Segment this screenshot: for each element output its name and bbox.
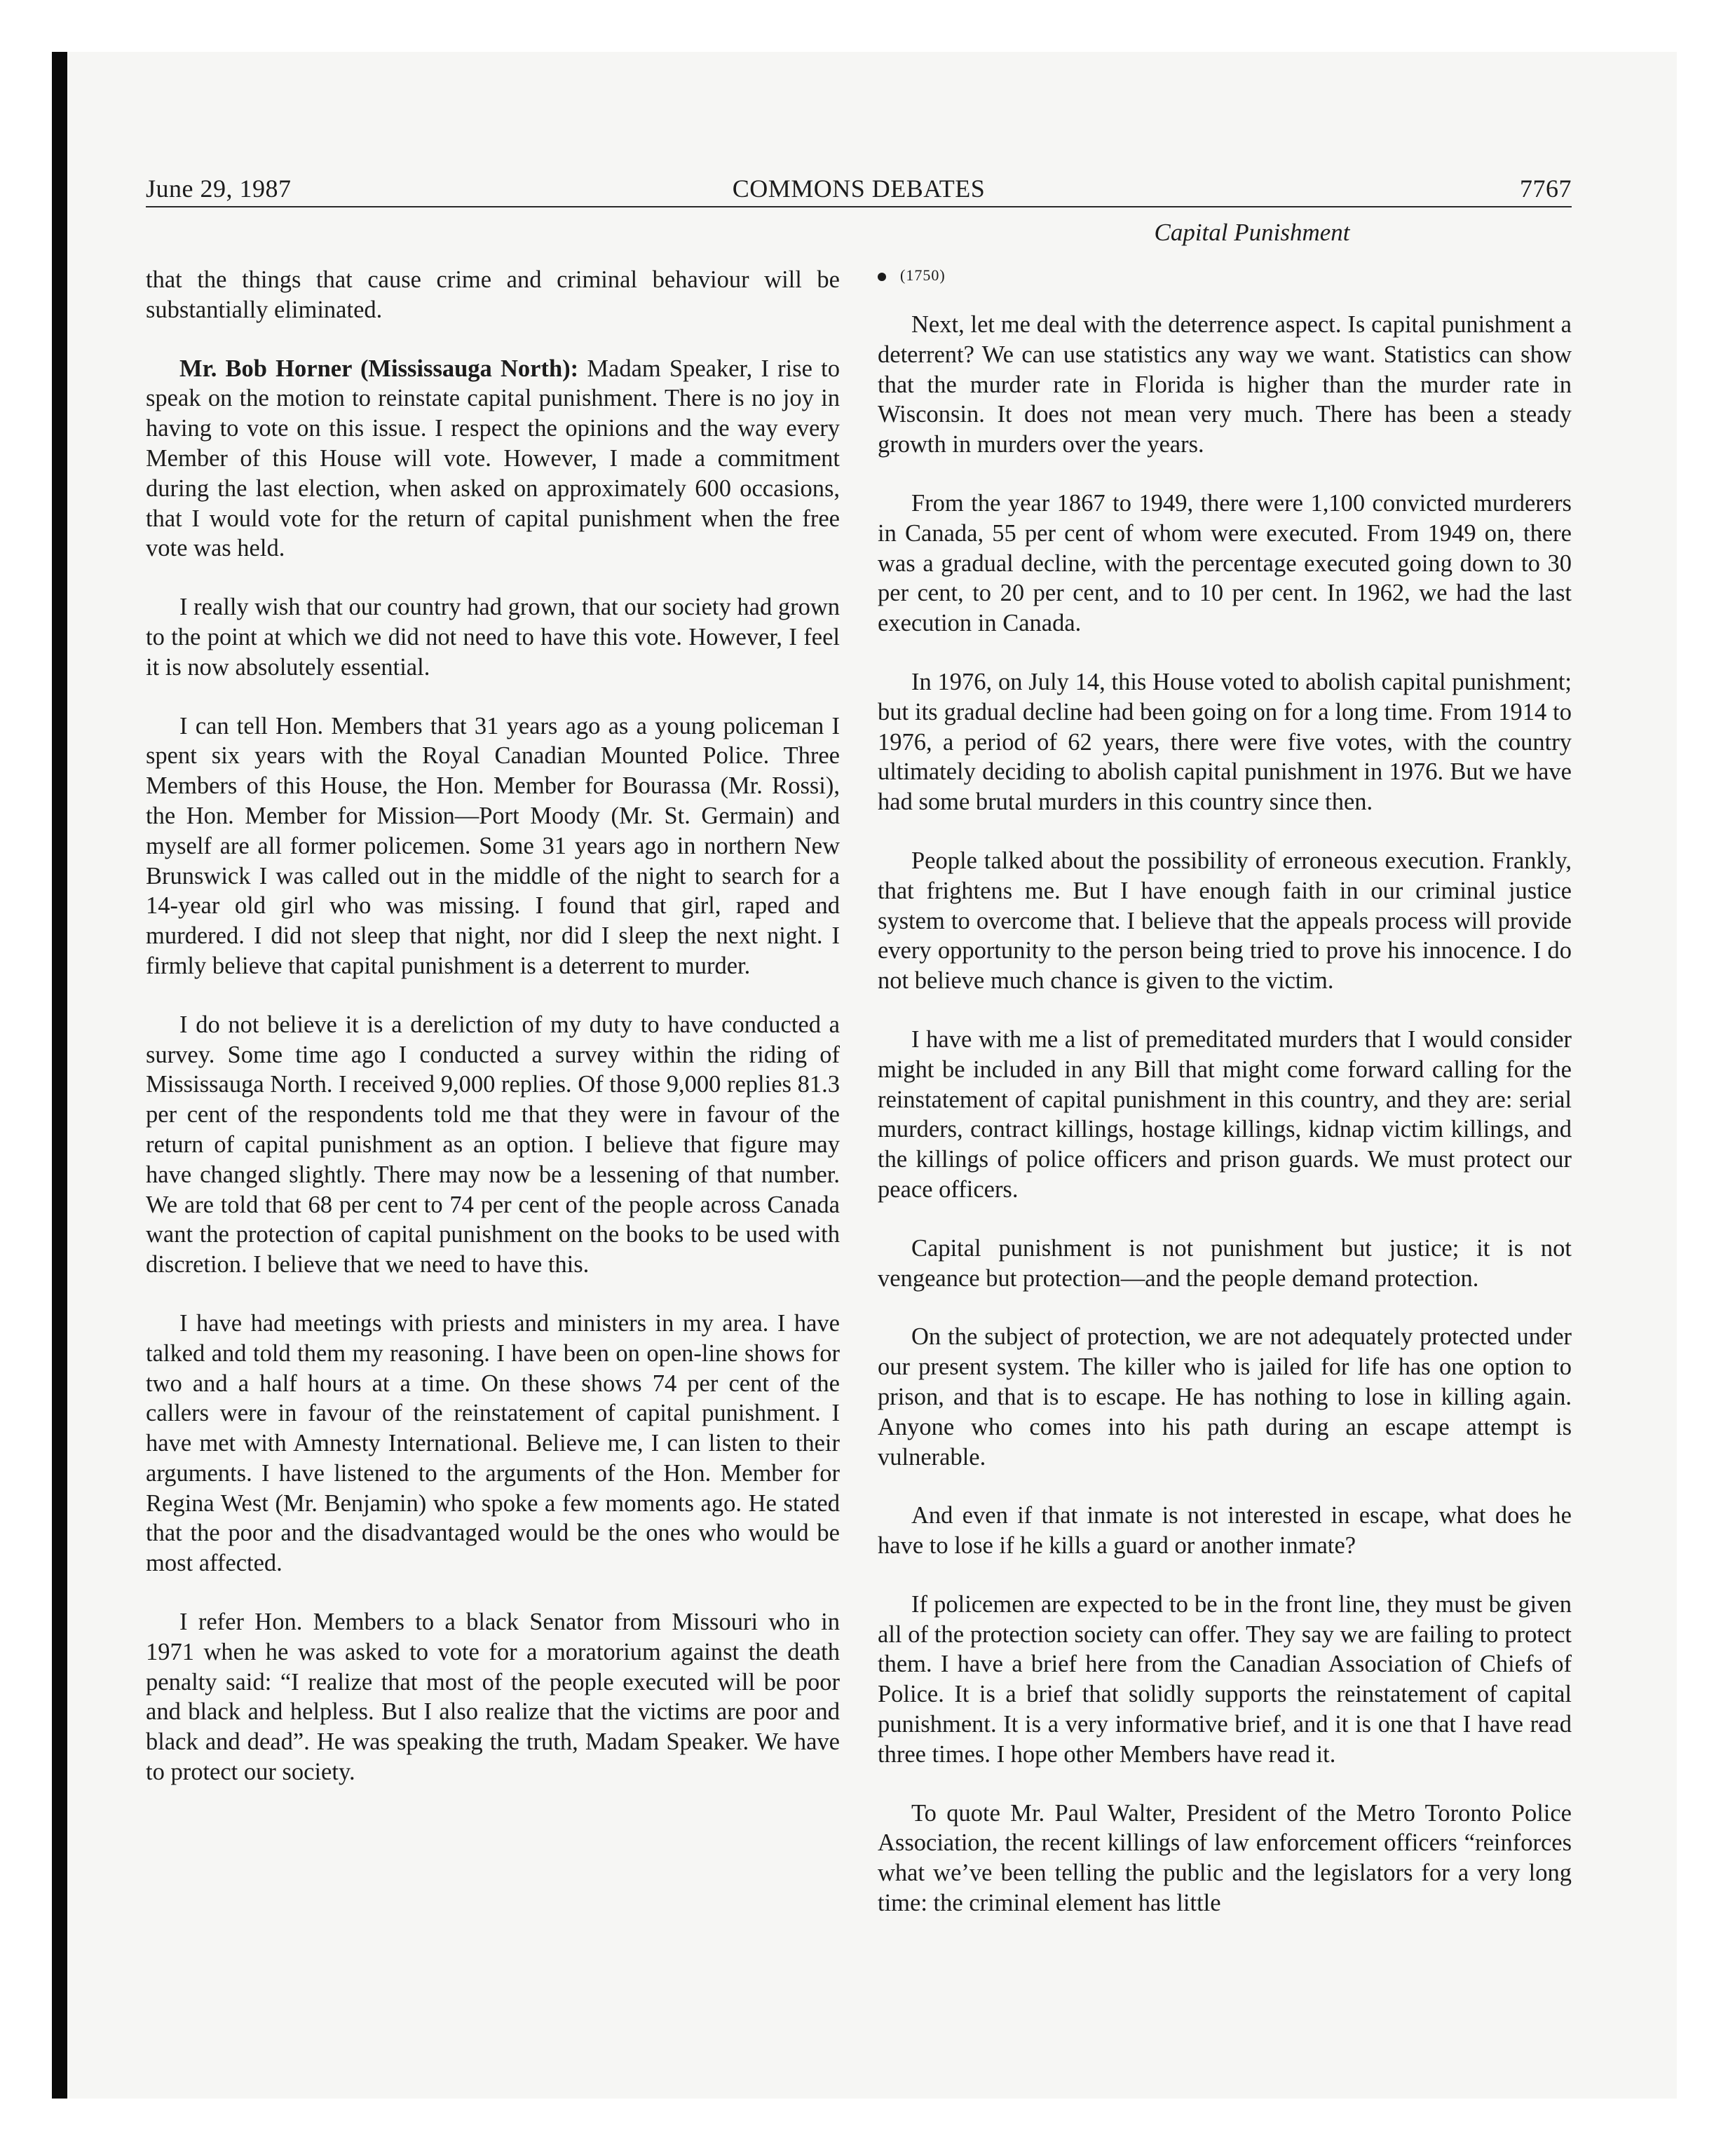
paragraph: In 1976, on July 14, this House voted to abolish capital punishment; but its gradual decline had been going on for a long time. From 1914 to 1976, a period of 62 years, there were five votes, with the country ultimately deciding to abolish capital punishment in 1976. But we have had some brutal murders in this country since then. xyxy=(878,668,1572,816)
paragraph: I really wish that our country had grown, that our society had grown to the point at which we did not need to have this vote. However, I feel it is now absolutely essential. xyxy=(146,594,840,681)
paragraph: Next, let me deal with the deterrence aspect. Is capital punishment a deterrent? We can use statistics any way we want. Statistics can show that the murder rate in Florida is higher than the murder rate in Wisconsin. It does not mean very much. There has been a steady growth in murders over the years. xyxy=(878,311,1572,458)
left-column xyxy=(146,265,840,1816)
paragraph: On the subject of protection, we are not adequately protected under our present system. The killer who is jailed for life has one option to prison, and that is to escape. He has nothing to lose in killing again. Anyone who comes into his path during an escape attempt is vulnerable. xyxy=(878,1323,1572,1471)
section-title: Capital Punishment xyxy=(1154,219,1350,246)
paragraph: I have had meetings with priests and ministers in my area. I have talked and told them my reasoning. I have been on open-line shows for two and a half hours at a time. On these shows 74 per cent of the callers were in favour of the reinstatement of capital punishment. I have met with Amnesty International. Believe me, I can listen to their arguments. I have listened to the arguments of the Hon. Member for Regina West (Mr. Benjamin) who spoke a few moments ago. He stated that the poor and the disadvantaged would be the ones who would be most affected. xyxy=(146,1309,840,1577)
paragraph: I can tell Hon. Members that 31 years ago as a young policeman I spent six years with the Royal Canadian Mounted Police. Three Members of this House, the Hon. Member for Bourassa (Mr. Rossi), the Hon. Member for Mission—Port Moody (Mr. St. Germain) and myself are all former policemen. Some 31 years ago in northern New Brunswick I was called out in the middle of the night to search for a 14-year old girl who was missing. I found that girl, raped and murdered. I did not sleep that night, nor did I sleep the next night. I firmly believe that capital punishment is a deterrent to murder. xyxy=(146,712,840,979)
bullet-icon xyxy=(878,273,886,281)
paragraph: People talked about the possibility of erroneous execution. Frankly, that frightens me. But I have enough faith in our criminal justice system to overcome that. I believe that the appeals process will provide every opportunity to the person being tried to prove his innocence. I do not believe much chance is given to the victim. xyxy=(878,847,1572,995)
paragraph: I do not believe it is a dereliction of my duty to have conducted a survey. Some time ago I conducted a survey within the riding of Mississauga North. I received 9,000 replies. Of those 9,000 replies 81.3 per cent of the respondents told me that they were in favour of the return of capital punishment as an option. I believe that figure may have changed slightly. There may now be a lessening of that number. We are told that 68 per cent to 74 per cent of the people across Canada want the protection of capital punishment on the books to be used with discretion. I believe that we need to have this. xyxy=(146,1011,840,1278)
paragraph: If policemen are expected to be in the front line, they must be given all of the protection society can offer. They say we are failing to protect them. I have a brief here from the Canadian Association of Chiefs of Police. It is a brief that solidly supports the reinstatement of capital punishment. It is a very informative brief, and it is one that I have read three times. I hope other Members have read it. xyxy=(878,1590,1572,1768)
paragraph: that the things that cause crime and criminal behaviour will be substantially eliminated. xyxy=(146,266,840,323)
paragraph: Capital punishment is not punishment but justice; it is not vengeance but protection—and the people demand protection. xyxy=(878,1234,1572,1292)
paragraph: From the year 1867 to 1949, there were 1,100 convicted murderers in Canada, 55 per cent of whom were executed. From 1949 on, there was a gradual decline, with the percentage executed going down to 30 per cent, to 20 per cent, and to 10 per cent. In 1962, we had the last execution in Canada. xyxy=(878,489,1572,637)
timestamp: (1750) xyxy=(900,266,946,284)
paragraph: And even if that inmate is not interested in escape, what does he have to lose if he kills a guard or another inmate? xyxy=(878,1502,1572,1560)
header-title: COMMONS DEBATES xyxy=(732,175,986,203)
speech-text: Madam Speaker, I rise to speak on the motion to reinstate capital punishment. There is no joy in having to vote on this issue. I respect the opinions and the way every Member of this House will vote. However, I made a commitment during the last election, when asked on approximately 600 occasions, that I would vote for the return of capital punishment when the free vote was held. xyxy=(146,355,840,562)
page-header xyxy=(146,167,1572,207)
paragraph: I have with me a list of premeditated murders that I would consider might be included in any Bill that might come forward calling for the reinstatement of capital punishment in this country, and they are: serial murders, contract killings, hostage killings, kidnap victim killings, and the killings of police officers and prison guards. We must protect our peace officers. xyxy=(878,1025,1572,1203)
header-date: June 29, 1987 xyxy=(146,175,292,203)
scan-edge-shadow xyxy=(52,52,67,2099)
speaker-name: Mr. Bob Horner (Mississauga North): xyxy=(179,355,579,382)
timestamp-marker xyxy=(878,265,1572,286)
speaker-paragraph xyxy=(146,354,840,564)
paragraph: To quote Mr. Paul Walter, President of the Metro Toronto Police Association, the recent killings of law enforcement officers “reinforces what we’ve been telling the public and the legislators for a very long time: the criminal element has little xyxy=(878,1799,1572,1917)
header-page-number: 7767 xyxy=(1520,175,1572,203)
right-column xyxy=(878,265,1572,1947)
paragraph: I refer Hon. Members to a black Senator from Missouri who in 1971 when he was asked to vote for a moratorium against the death penalty said: “I realize that most of the people executed will be poor and black and helpless. But I also realize that the victims are poor and black and dead”. He was speaking the truth, Madam Speaker. We have to protect our society. xyxy=(146,1609,840,1786)
